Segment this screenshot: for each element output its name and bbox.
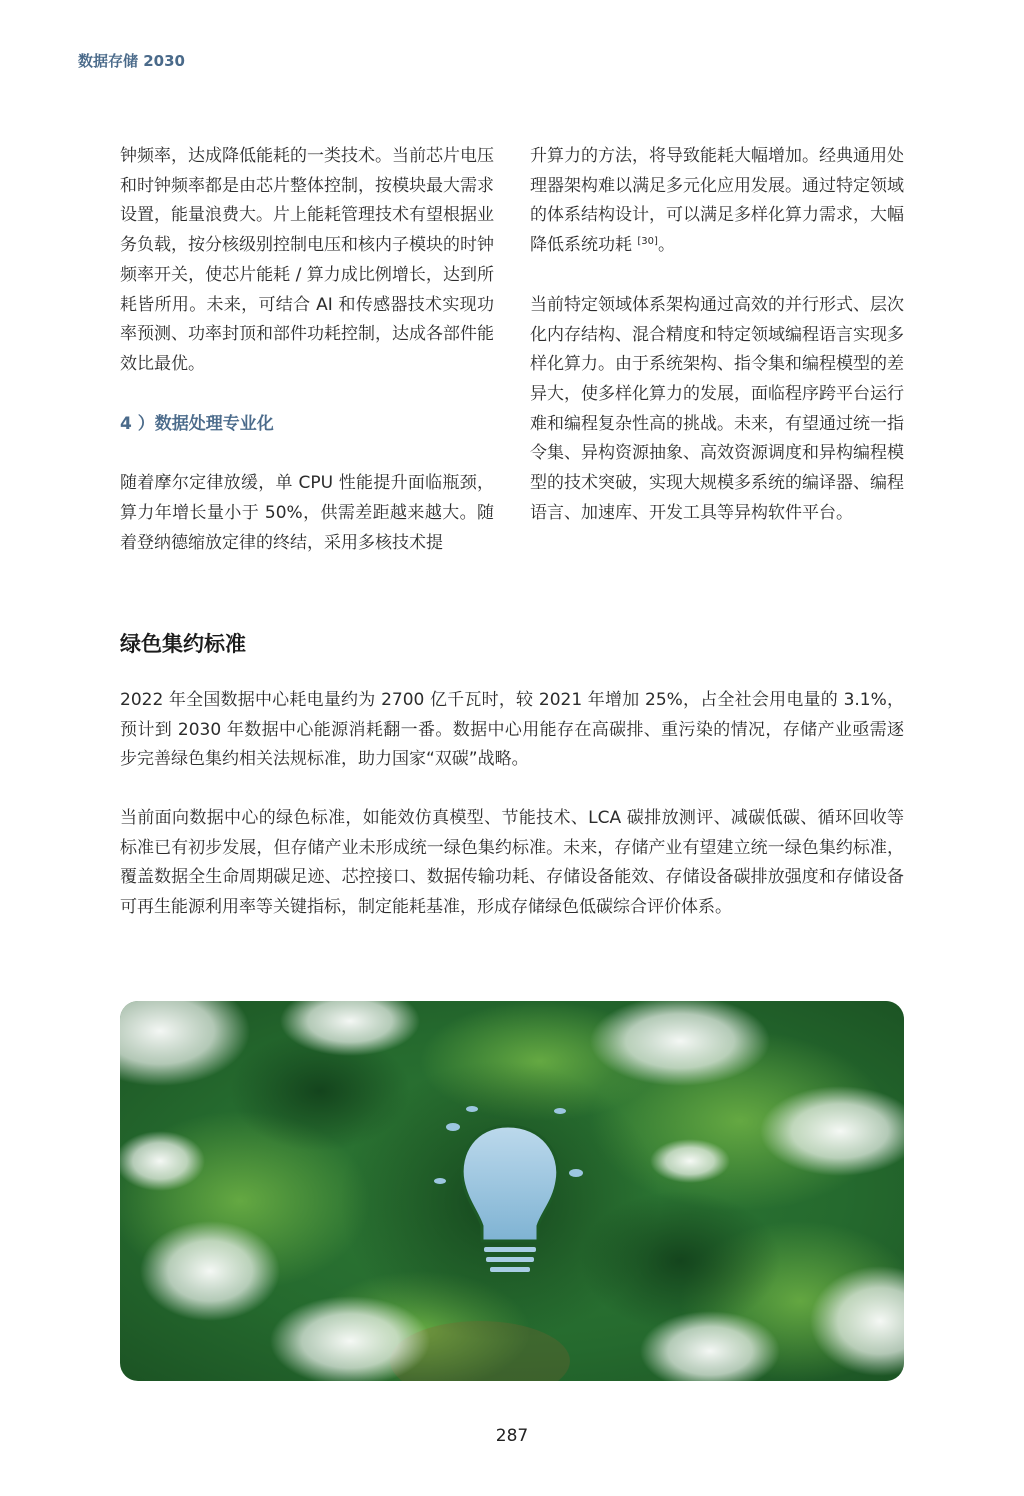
section-title: 绿色集约标准: [120, 632, 246, 656]
right-paragraph-1-end: 。: [657, 235, 675, 256]
citation-30: [30]: [637, 236, 658, 248]
section-paragraph-1: 2022 年全国数据中心耗电量约为 2700 亿千瓦时，较 2021 年增加 25%，占全社会用电量的 3.1%，预计到 2030 年数据中心能源消耗翻一番。数据中心用能存在高碳排、重污染的情况，存储产业亟需逐步完善绿色集约相关法规标准，助力国家“双碳”战略。: [120, 690, 904, 770]
right-column: [530, 142, 904, 528]
subheading-data-processing: 4 ）数据处理专业化: [120, 413, 274, 434]
forest-lightbulb-photo: [120, 1001, 904, 1381]
right-paragraph-1-text: 升算力的方法，将导致能耗大幅增加。经典通用处理器架构难以满足多元化应用发展。通过特定领域的体系结构设计，可以满足多样化算力需求，大幅降低系统功耗: [530, 146, 904, 256]
left-paragraph-2: 随着摩尔定律放缓，单 CPU 性能提升面临瓶颈，算力年增长量小于 50%，供需差距越来越大。随着登纳德缩放定律的终结，采用多核技术提: [120, 473, 494, 553]
section-paragraph-2: 当前面向数据中心的绿色标准，如能效仿真模型、节能技术、LCA 碳排放测评、减碳低碳、循环回收等标准已有初步发展，但存储产业未形成统一绿色集约标准。未来，存储产业有望建立统一绿色集约标准，覆盖数据全生命周期碳足迹、芯控接口、数据传输功耗、存储设备能效、存储设备碳排放强度和存储设备可再生能源利用率等关键指标，制定能耗基准，形成存储绿色低碳综合评价体系。: [120, 808, 904, 918]
running-header: 数据存储 2030: [78, 52, 185, 70]
right-paragraph-1: [530, 142, 904, 261]
right-paragraph-2: 当前特定领域体系架构通过高效的并行形式、层次化内存结构、混合精度和特定领域编程语言实现多样化算力。由于系统架构、指令集和编程模型的差异大，使多样化算力的发展，面临程序跨平台运行难和编程复杂性高的挑战。未来，有望通过统一指令集、异构资源抽象、高效资源调度和异构编程模型的技术突破，实现大规模多系统的编译器、编程语言、加速库、开发工具等异构软件平台。: [530, 294, 904, 523]
left-paragraph-1: 钟频率，达成降低能耗的一类技术。当前芯片电压和时钟频率都是由芯片整体控制，按模块最大需求设置，能量浪费大。片上能耗管理技术有望根据业务负载，按分核级别控制电压和核内子模块的时钟频率开关，使芯片能耗 / 算力成比例增长，达到所耗皆所用。未来，可结合 AI 和传感器技术实现功率预测、功率封顶和部件功耗控制，达成各部件能效比最优。: [120, 146, 494, 374]
page-number: 287: [495, 1426, 529, 1446]
left-column: [120, 142, 494, 558]
